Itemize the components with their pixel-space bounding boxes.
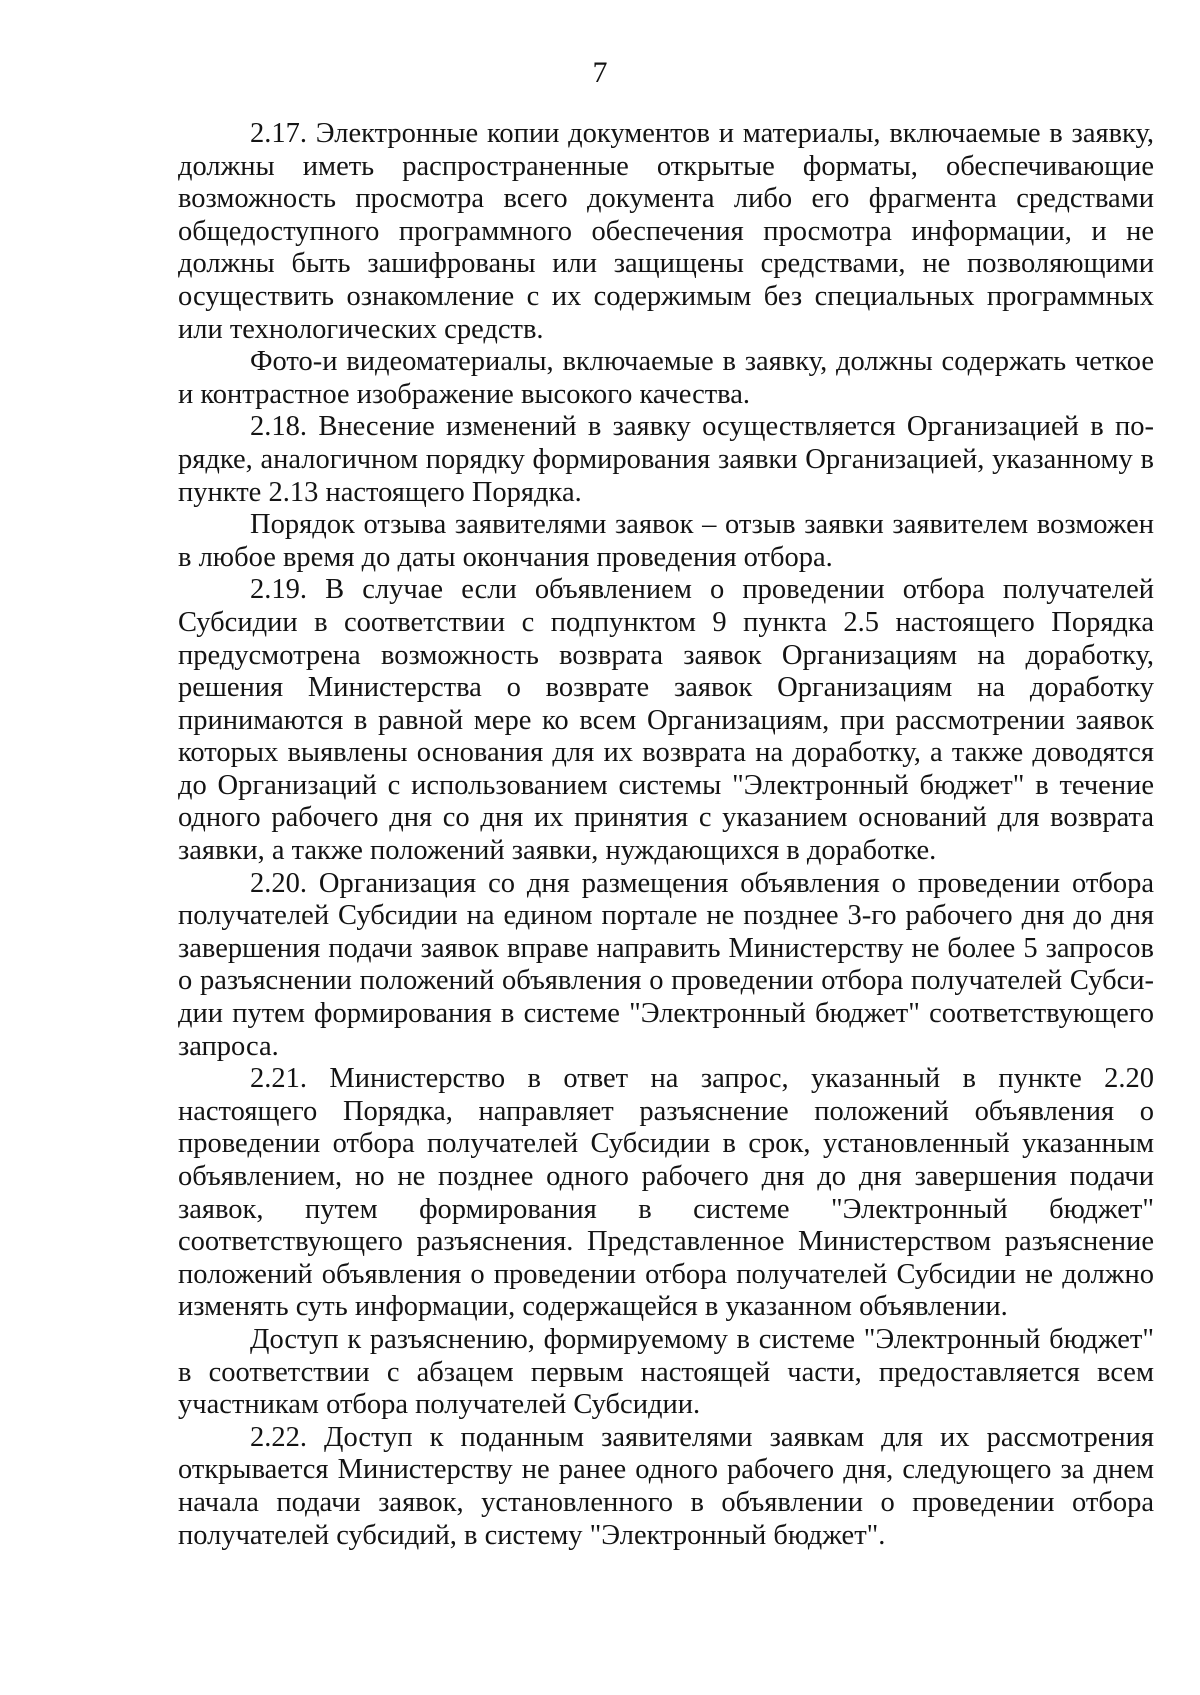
paragraph-clarification-access: Доступ к разъяснению, формируемому в системе "Электронный бюджет" в соответствии с абзацем первым настоящей части, предоставляется всем участникам отбора получателей Субсидии.: [178, 1323, 1154, 1421]
paragraph-withdrawal-order: Порядок отзыва заявителями заявок – отзыв заявки заявителем возможен в любое время до даты окончания проведения отбора.: [178, 509, 1154, 573]
document-body: [178, 118, 1154, 1552]
paragraph-2-18: 2.18. Внесение изменений в заявку осуществляется Организацией в порядке, аналогичном порядку формирования заявки Организацией, указанному в пункте 2.13 настоящего Порядка.: [178, 411, 1154, 508]
page-number: 7: [592, 56, 608, 89]
paragraph-2-20: 2.20. Организация со дня размещения объявления о проведении отбора получателей Субсидии на едином портале не позднее 3-го рабочего дня до дня завершения подачи заявок вправе направить Министерству не более 5 запросов о разъяснении положений объявления о проведении отбора получателей Субсидии путем формирования в системе "Электронный бюджет" соответствующего запроса.: [178, 867, 1154, 1062]
paragraph-2-22: 2.22. Доступ к поданным заявителями заявкам для их рассмотрения открывается Министерству не ранее одного рабочего дня, следующего за днем начала подачи заявок, установленного в объявлении о проведении отбора получателей субсидий, в систему "Электронный бюджет".: [178, 1421, 1154, 1551]
paragraph-photo-video: Фото-и видеоматериалы, включаемые в заявку, должны содержать четкое и контрастное изображение высокого качества.: [178, 346, 1154, 410]
paragraph-2-19: 2.19. В случае если объявлением о проведении отбора получателей Субсидии в соответствии с подпунктом 9 пункта 2.5 настоящего Порядка предусмотрена возможность возврата заявок Организациям на доработку, решения Министерства о возврате заявок Организациям на доработку принимаются в равной мере ко всем Организациям, при рассмотрении заявок которых выявлены основания для их возврата на доработку, а также доводятся до Организаций с использованием системы "Электронный бюджет" в течение одного рабочего дня со дня их принятия с указанием оснований для возврата заявки, а также положений заявки, нуждающихся в доработке.: [178, 574, 1154, 867]
paragraph-2-17: 2.17. Электронные копии документов и материалы, включаемые в заявку, должны иметь распространенные открытые форматы, обеспечивающие возможность просмотра всего документа либо его фрагмента средствами общедоступного программного обеспечения просмотра информации, и не должны быть зашифрованы или защищены средствами, не позволяющими осуществить ознакомление с их содержимым без специальных программных или технологических средств.: [178, 118, 1154, 345]
paragraph-2-21: 2.21. Министерство в ответ на запрос, указанный в пункте 2.20 настоящего Порядка, направляет разъяснение положений объявления о проведении отбора получателей Субсидии в срок, установленный указанным объявлением, но не позднее одного рабочего дня до дня завершения подачи заявок, путем формирования в системе "Электронный бюджет" соответствующего разъяснения. Представленное Министерством разъяснение положений объявления о проведении отбора получателей Субсидии не должно изменять суть информации, содержащейся в указанном объявлении.: [178, 1063, 1154, 1323]
